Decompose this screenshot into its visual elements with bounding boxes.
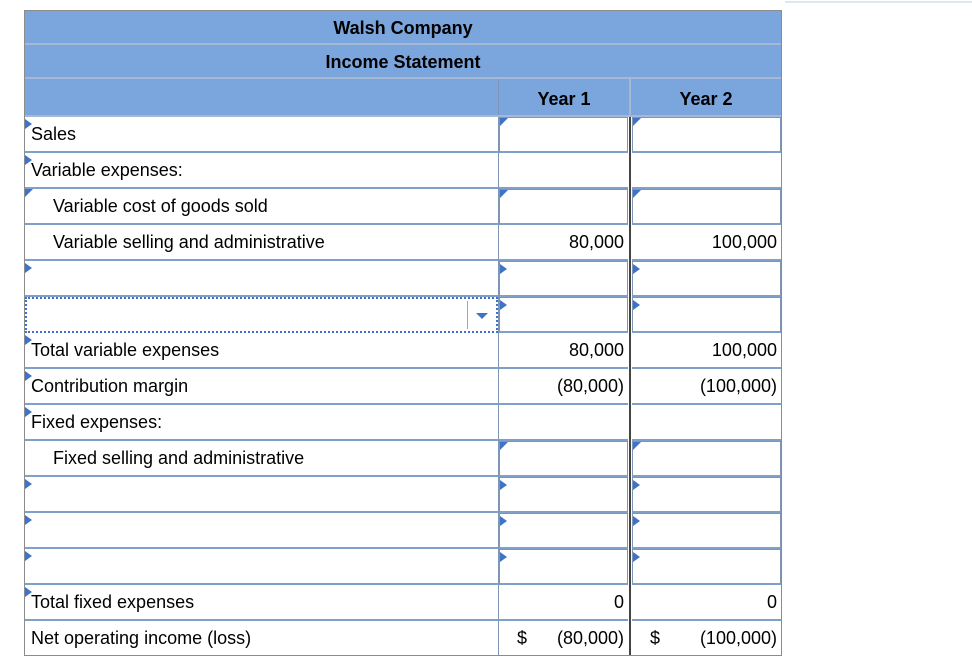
row-fixed-sga	[25, 441, 781, 477]
year1-value: 80,000	[499, 333, 628, 369]
year1-input[interactable]	[499, 117, 628, 153]
year2-cell	[632, 405, 781, 441]
row-fixed-expenses	[25, 405, 781, 441]
income-statement-worksheet	[24, 10, 782, 656]
row-variable-expenses	[25, 153, 781, 189]
row-variable-cogs	[25, 189, 781, 225]
year2-input[interactable]	[632, 189, 781, 225]
row-net-operating-income	[25, 621, 781, 655]
cell-marker	[25, 479, 32, 489]
year2-cell	[632, 153, 781, 189]
row-blank-fixed-2	[25, 513, 781, 549]
column-header-year2: Year 2	[679, 89, 733, 109]
cell-marker	[25, 119, 32, 129]
year1-value: $ (80,000)	[499, 621, 628, 655]
cell-marker	[500, 480, 507, 490]
row-label-input[interactable]	[25, 549, 498, 585]
cell-marker	[25, 335, 32, 345]
row-label: Variable cost of goods sold	[25, 189, 498, 225]
row-label[interactable]: Sales	[25, 117, 498, 153]
row-blank-fixed-1	[25, 477, 781, 513]
year2-input[interactable]	[632, 297, 781, 333]
expense-dropdown[interactable]	[25, 297, 498, 333]
cell-marker	[500, 300, 507, 310]
year1-input[interactable]	[499, 513, 628, 549]
row-label: Variable selling and administrative	[25, 225, 498, 261]
row-label[interactable]: Contribution margin	[25, 369, 498, 405]
cell-marker	[633, 300, 640, 310]
row-contribution-margin	[25, 369, 781, 405]
year2-input[interactable]	[632, 117, 781, 153]
year2-value: 100,000	[632, 225, 781, 261]
currency-symbol: $	[517, 627, 528, 648]
currency-symbol: $	[650, 627, 661, 648]
cell-marker	[633, 480, 640, 490]
cell-marker	[633, 190, 641, 198]
cell-marker	[500, 118, 508, 126]
row-total-variable	[25, 333, 781, 369]
cell-marker	[25, 263, 32, 273]
row-label[interactable]: Fixed expenses:	[25, 405, 498, 441]
year1-value: 0	[499, 585, 628, 621]
cell-marker	[25, 551, 32, 561]
row-blank-fixed-3	[25, 549, 781, 585]
year1-cell	[499, 405, 628, 441]
row-variable-sga	[25, 225, 781, 261]
cell-marker	[500, 442, 508, 450]
year2-value: 0	[632, 585, 781, 621]
cell-marker	[25, 587, 32, 597]
year1-input[interactable]	[499, 189, 628, 225]
year1-input[interactable]	[499, 297, 628, 333]
row-label-input[interactable]	[25, 477, 498, 513]
year2-input[interactable]	[632, 441, 781, 477]
statement-title: Income Statement	[325, 52, 481, 72]
year1-cell	[499, 153, 628, 189]
row-blank-variable-2	[25, 297, 781, 333]
cell-marker	[633, 118, 641, 126]
year2-input[interactable]	[632, 549, 781, 585]
year2-value: 100,000	[632, 333, 781, 369]
statement-header	[25, 45, 781, 79]
cell-marker	[25, 515, 32, 525]
year2-input[interactable]	[632, 513, 781, 549]
year2-value: (100,000)	[632, 369, 781, 405]
cell-marker	[500, 552, 507, 562]
year1-value: (80,000)	[499, 369, 628, 405]
cell-marker	[25, 407, 32, 417]
row-label-input[interactable]	[25, 513, 498, 549]
year1-input[interactable]	[499, 477, 628, 513]
row-sales	[25, 117, 781, 153]
row-label[interactable]: Total variable expenses	[25, 333, 498, 369]
company-header	[25, 11, 781, 45]
row-label[interactable]: Total fixed expenses	[25, 585, 498, 621]
cell-marker	[25, 155, 32, 165]
cell-marker	[25, 189, 33, 197]
row-blank-variable-1	[25, 261, 781, 297]
company-name: Walsh Company	[333, 18, 473, 38]
column-header-year1: Year 1	[537, 89, 591, 109]
year2-input[interactable]	[632, 477, 781, 513]
top-divider-line	[785, 1, 972, 3]
row-total-fixed	[25, 585, 781, 621]
row-label[interactable]: Variable expenses:	[25, 153, 498, 189]
cell-marker	[633, 442, 641, 450]
year1-input[interactable]	[499, 261, 628, 297]
cell-marker	[500, 264, 507, 274]
cell-marker	[500, 190, 508, 198]
row-label-input[interactable]	[25, 261, 498, 297]
row-label: Fixed selling and administrative	[25, 441, 498, 477]
cell-marker	[500, 516, 507, 526]
cell-marker	[633, 552, 640, 562]
year1-input[interactable]	[499, 549, 628, 585]
cell-marker	[633, 516, 640, 526]
year1-input[interactable]	[499, 441, 628, 477]
cell-marker	[25, 371, 32, 381]
row-label: Net operating income (loss)	[25, 621, 498, 655]
chevron-down-icon[interactable]	[467, 301, 494, 329]
year2-value: $ (100,000)	[632, 621, 781, 655]
column-header-row	[25, 79, 781, 117]
year2-input[interactable]	[632, 261, 781, 297]
cell-marker	[633, 264, 640, 274]
year1-value: 80,000	[499, 225, 628, 261]
